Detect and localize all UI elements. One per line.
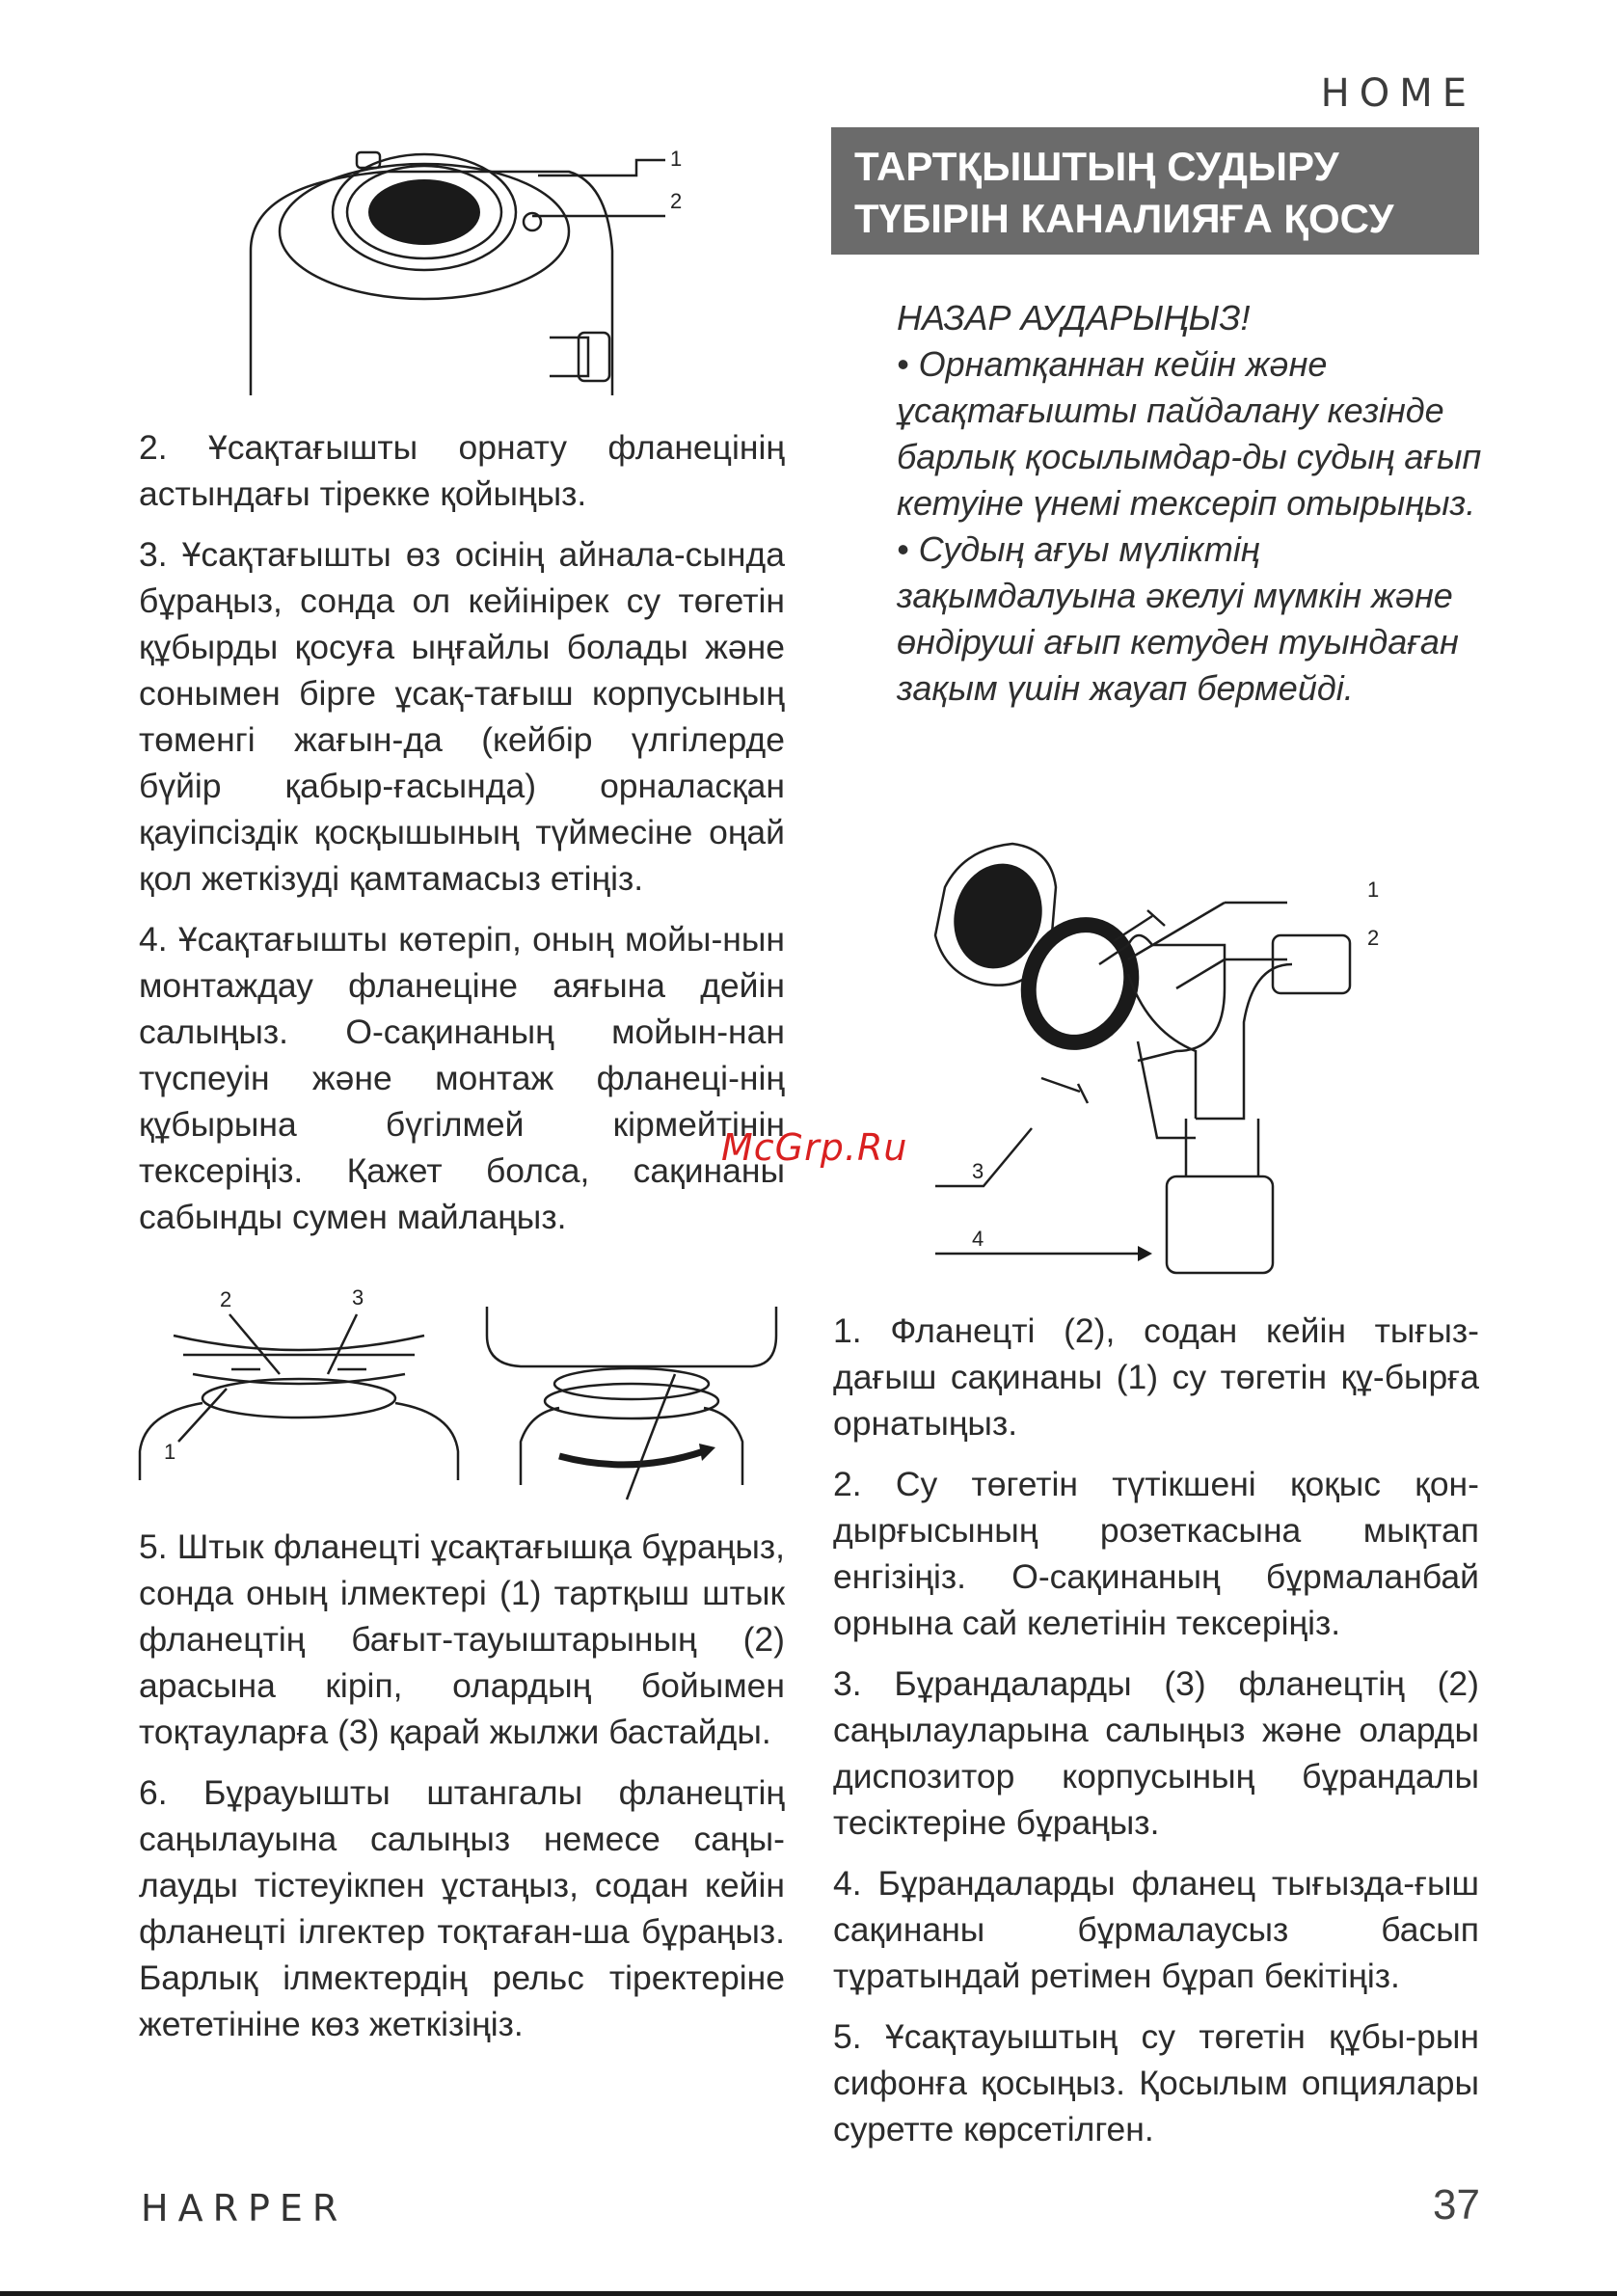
warning-bullet-1: • Орнатқаннан кейін және ұсақтағышты пайдалану кезінде барлық қосылымдар-ды судың ағып кетуіне үнемі тексеріп отырыңыз.	[897, 344, 1482, 523]
fig-right-label-3: 3	[972, 1159, 984, 1183]
left-step-6: 6. Бұрауышты штангалы фланецтің саңылауына салыңыз немесе саңы-лауды тістеуікпен ұстаңыз, содан кейін фланецті ілгектер тоқтаған-ша бұраңыз. Барлық ілмектердің рельс тіректеріне жететініне көз жеткізіңіз.	[139, 1773, 785, 2043]
left-steps-upper	[139, 424, 785, 1255]
page-number: 37	[1433, 2181, 1480, 2228]
right-step-2: 2. Су төгетін түтікшені қоқыс қон-дырғысының розеткасына мықтап енгізіңіз. О-сақинаның бұрмаланбай орнына сай келетінін тексеріңіз.	[833, 1465, 1479, 1642]
warning-block	[897, 295, 1485, 712]
left-step-3: 3. Ұсақтағышты өз осінің айнала-сында бұраңыз, сонда ол кейінірек су төгетін құбырды қосуға ыңғайлы болады және сонымен бірге ұсақ-тағыш корпусының төменгі жағын-да (кейбір үлгілерде бүйір қабыр-ғасында) орналасқан қауіпсіздік қосқышының түймесіне оңай қол жеткізуді қамтамасыз етіңіз.	[139, 535, 785, 898]
fig-mid-label-1: 1	[164, 1440, 176, 1464]
right-step-5: 5. Ұсақтауыштың су төгетін құбы-рын сифонға қосыңыз. Қосылым опциялары суретте көрсетілген.	[833, 2017, 1479, 2148]
left-steps-lower	[139, 1524, 785, 2062]
fig-mid-label-2: 2	[220, 1287, 232, 1311]
fig-top-label-1: 1	[670, 147, 683, 171]
fig-right-label-4: 4	[972, 1227, 984, 1251]
left-step-4: 4. Ұсақтағышты көтеріп, оның мойы-нын монтаждау фланеціне аяғына дейін салыңыз. О-сақинаның мойын-нан түспеуін және монтаж фланеці-нің құбырына бүгілмей кірмейтінін тексеріңіз. Қажет болса, сақинаны сабынды сумен майлаңыз.	[139, 920, 785, 1236]
footer-brand-logo: HARPER	[141, 2187, 348, 2229]
fig-right-label-1: 1	[1367, 878, 1380, 902]
right-step-3: 3. Бұрандаларды (3) фланецтің (2) саңылауларына салыңыз және оларды диспозитор корпусының бұрандалы тесіктеріне бұраңыз.	[833, 1664, 1479, 1842]
right-step-4: 4. Бұрандаларды фланец тығызда-ғыш сақинаны бұрмалаусыз басып тұратындай ретімен бұрап бекітіңіз.	[833, 1864, 1479, 1995]
figure-drain-connection	[906, 829, 1408, 1292]
warning-bullet-2: • Судың ағуы мүліктің зақымдалуына әкелуі мүмкін және өндіруші ағып кетуден туындаған зақым үшін жауап бермейді.	[897, 529, 1459, 708]
fig-right-label-2: 2	[1367, 926, 1380, 950]
right-step-1: 1. Фланецті (2), содан кейін тығыз-дағыш сақинаны (1) су төгетін құ-бырға орнатыңыз.	[833, 1311, 1479, 1443]
left-step-5: 5. Штык фланецті ұсақтағышқа бұраңыз, сонда оның ілмектері (1) тартқыш штык фланецтің бағыт-тауыштарының (2) арасына кіріп, олардың бойымен тоқтауларға (3) қарай жылжи бастайды.	[139, 1527, 785, 1751]
bottom-divider	[0, 2291, 1617, 2296]
fig-top-label-2: 2	[670, 189, 683, 213]
figure-flange-install	[135, 1278, 791, 1509]
right-steps	[833, 1308, 1479, 2167]
watermark: McGrp.Ru	[721, 1126, 908, 1169]
figure-disposer-top	[231, 145, 733, 405]
section-title: ТАРТҚЫШТЫҢ СУДЫРУ ТҮБІРІН КАНАЛИЯҒА ҚОСУ	[831, 127, 1479, 255]
home-logo: HOME	[1320, 71, 1476, 116]
fig-mid-label-3: 3	[352, 1285, 364, 1310]
warning-heading: НАЗАР АУДАРЫҢЫЗ!	[897, 298, 1251, 338]
left-step-2: 2. Ұсақтағышты орнату фланецінің астындағы тірекке қойыңыз.	[139, 428, 785, 513]
